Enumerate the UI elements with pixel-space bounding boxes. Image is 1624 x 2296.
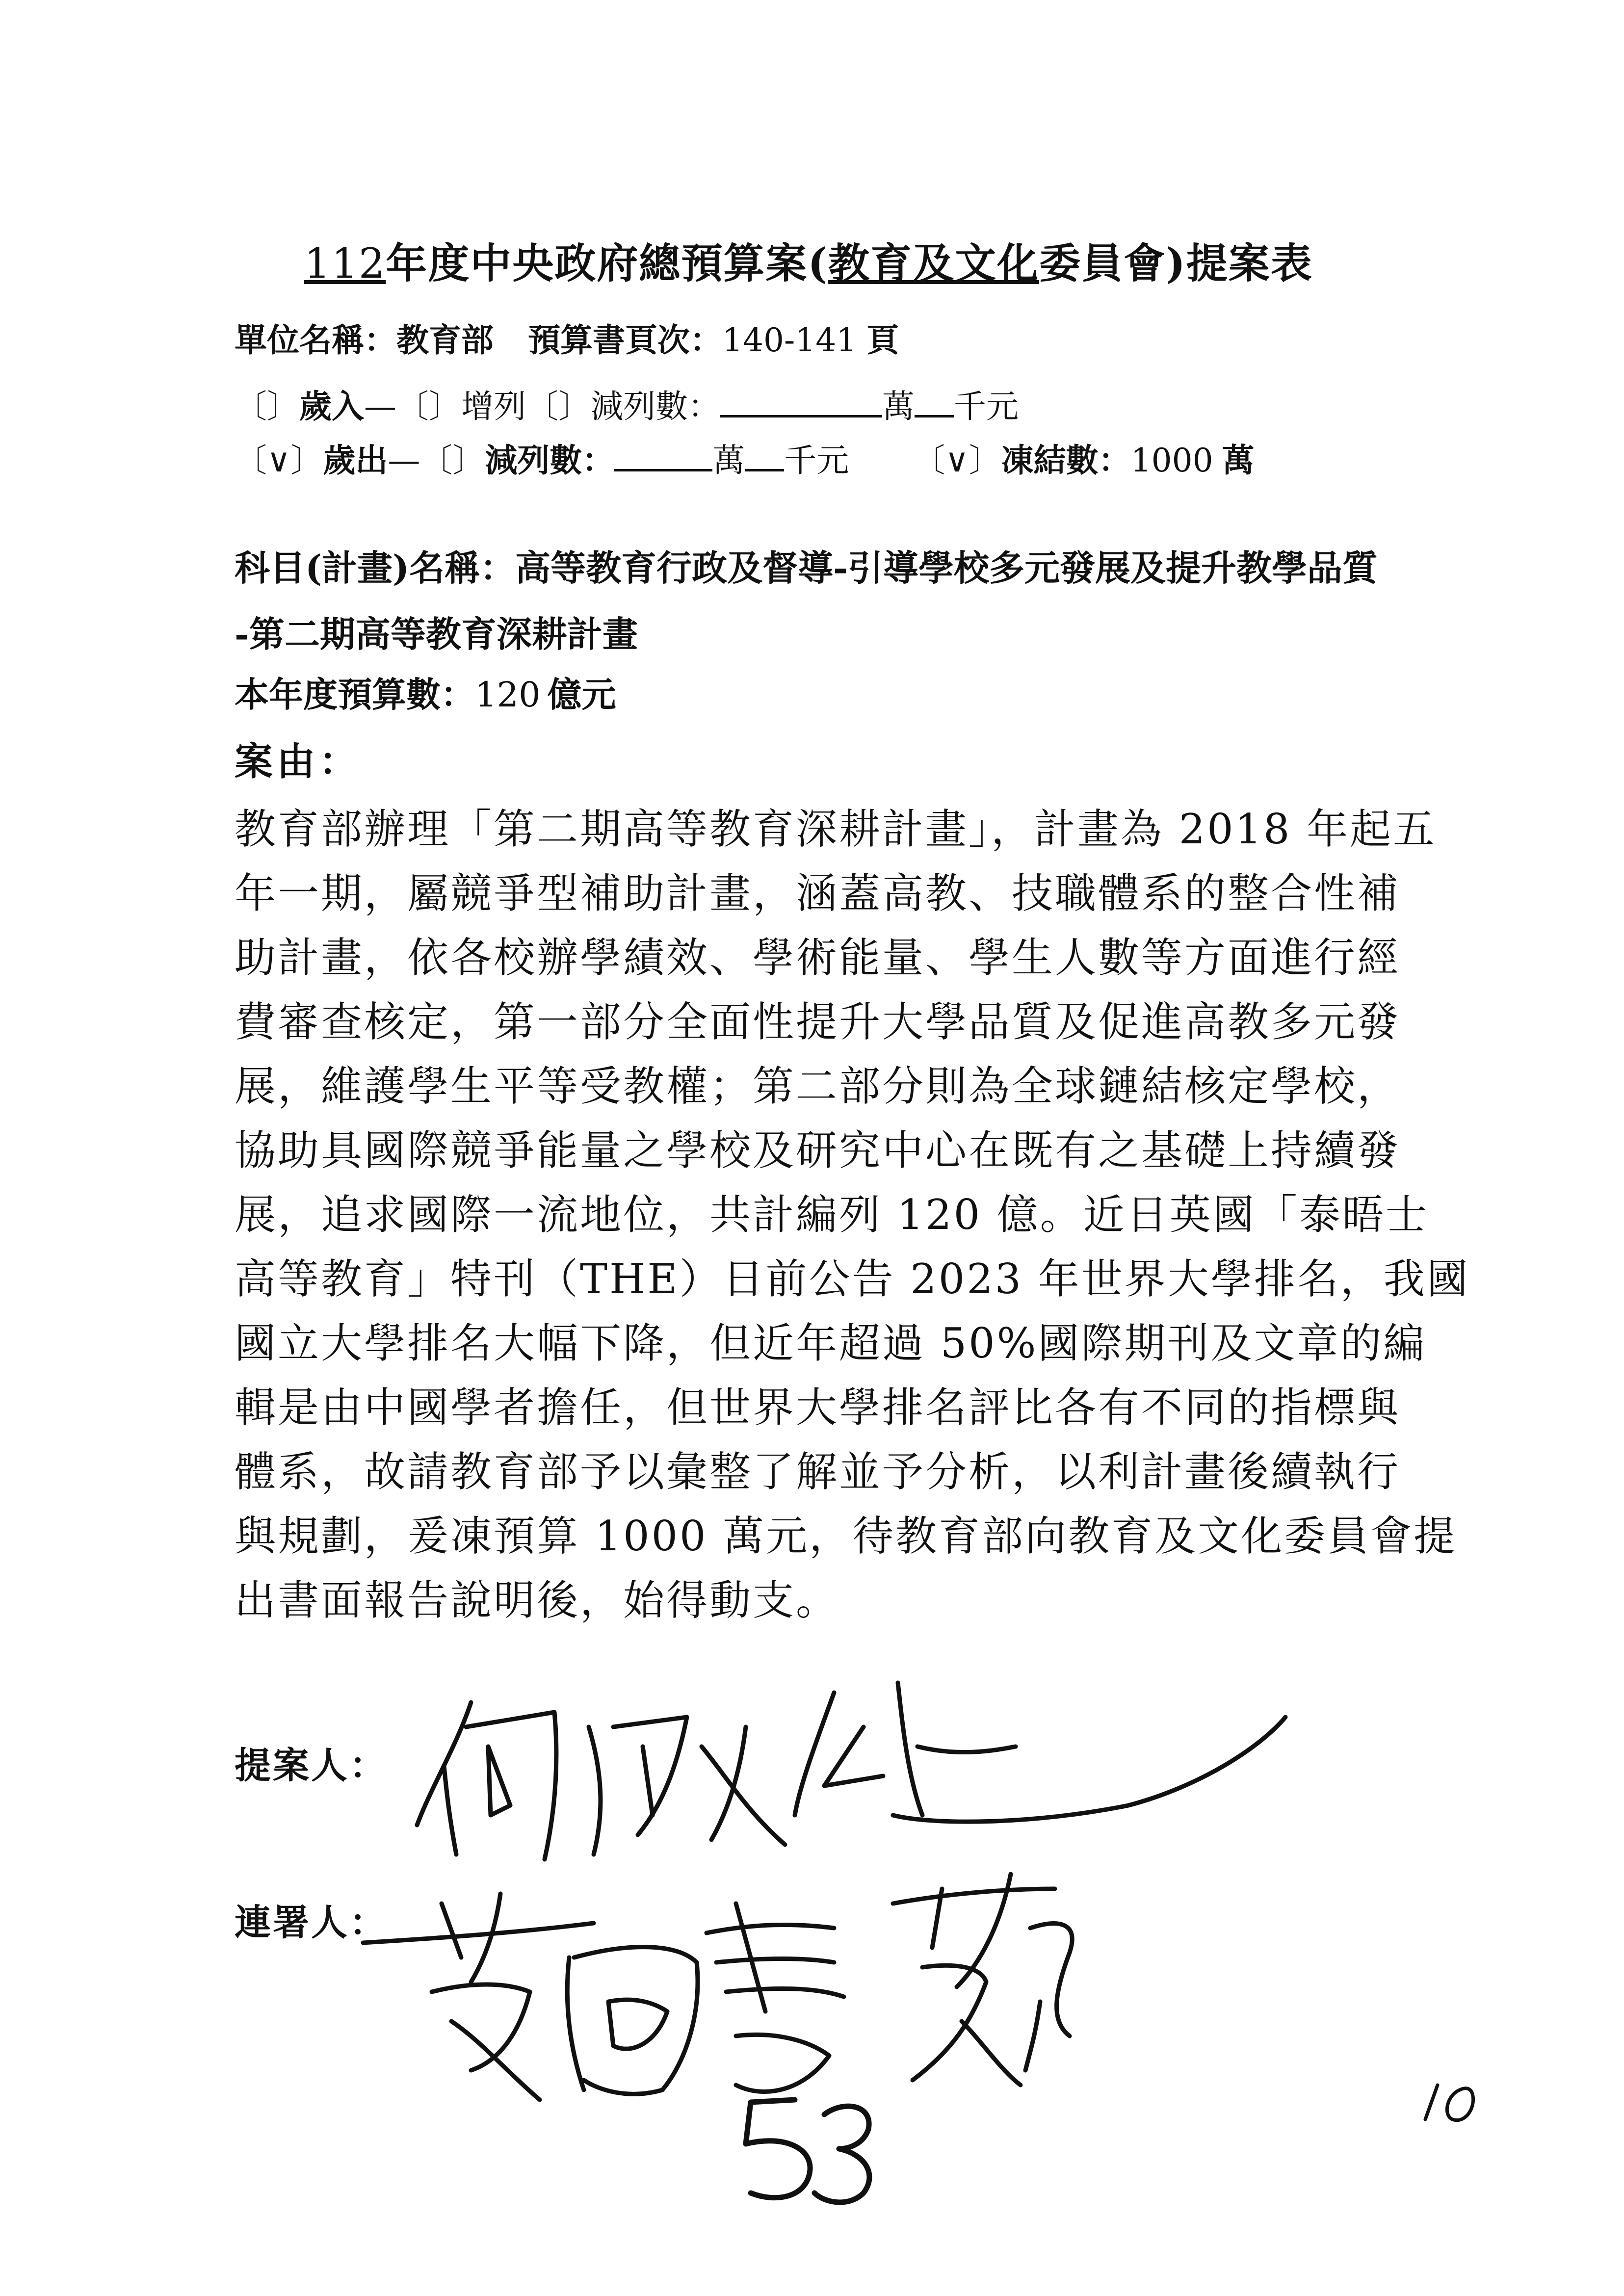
increase-checkbox: 〔〕 <box>396 388 461 425</box>
case-line: 高等教育」特刊（THE）日前公告 2023 年世界大學排名，我國 <box>235 1255 1470 1303</box>
title-year: 112 <box>304 239 386 287</box>
case-line: 協助具國際競爭能量之學校及研究中心在既有之基礎上持續發 <box>235 1126 1401 1174</box>
freeze-label: 凍結數： <box>1001 441 1131 479</box>
subject-line-1: 科目(計畫)名稱：高等教育行政及督導-引導學校多元發展及提升教學品質 <box>235 547 1378 589</box>
case-line: 體系，故請教育部予以彙整了解並予分析，以利計畫後續執行 <box>235 1448 1401 1496</box>
decrease-checkbox: 〔〕 <box>526 388 591 425</box>
case-line: 與規劃，爰凍預算 1000 萬元，待教育部向教育及文化委員會提 <box>235 1512 1457 1560</box>
case-line: 展，維護學生平等受教權；第二部分則為全球鏈結核定學校， <box>235 1062 1401 1110</box>
title-committee: 教育及文化 <box>828 239 1040 287</box>
revenue-checkbox: 〔〕 <box>235 388 299 425</box>
budget-unit: 億元 <box>547 674 616 715</box>
expenditure-label: 歲出 <box>323 441 388 479</box>
exp-decrease-label: 減列數： <box>485 441 615 479</box>
revenue-label: 歲入 <box>299 387 364 425</box>
increase-label: 增列 <box>461 388 526 425</box>
unit-value: 教育部 <box>396 321 494 359</box>
case-line: 展，追求國際一流地位，共計編列 120 億。近日英國「泰晤士 <box>235 1191 1429 1239</box>
subject-line-2: -第二期高等教育深耕計畫 <box>235 613 638 655</box>
cosigner-label: 連署人： <box>235 1902 388 1944</box>
case-label: 案由： <box>235 739 362 784</box>
case-line: 教育部辦理「第二期高等教育深耕計畫」，計畫為 2018 年起五 <box>235 805 1437 853</box>
freeze-checkbox: 〔∨〕 <box>913 442 1001 479</box>
decrease-label: 減列數： <box>591 388 720 425</box>
expenditure-dash: — <box>388 442 420 479</box>
revenue-dash: — <box>364 388 396 425</box>
cosigner-signature <box>363 1874 1072 2100</box>
proposer-signature <box>417 1683 1285 1859</box>
proposer-label: 提案人： <box>235 1745 388 1787</box>
case-line: 出書面報告說明後，始得動支。 <box>235 1576 839 1624</box>
freeze-value: 1000 <box>1130 442 1213 479</box>
exp-wan-unit: 萬 <box>712 442 745 479</box>
page-value: 140-141 <box>722 321 857 359</box>
budget-label: 本年度預算數： <box>235 674 475 715</box>
case-line: 助計畫，依各校辦學績效、學術能量、學生人數等方面進行經 <box>235 934 1401 982</box>
page-suffix: 頁 <box>866 321 899 359</box>
corner-number-handwritten <box>1425 2085 1473 2120</box>
case-line: 費審查核定，第一部分全面性提升大學品質及促進高教多元發 <box>235 998 1401 1046</box>
wan-unit: 萬 <box>882 388 915 425</box>
expenditure-checkbox: 〔∨〕 <box>235 442 323 479</box>
title-end: 委員會)提案表 <box>1039 239 1313 287</box>
title-middle: 年度中央政府總預算案( <box>386 239 829 287</box>
exp-qian-unit: 千元 <box>784 442 849 479</box>
case-line: 年一期，屬競爭型補助計畫，涵蓋高教、技職體系的整合性補 <box>235 869 1401 917</box>
page-number-handwritten <box>746 2100 869 2202</box>
page-label: 預算書頁次： <box>528 321 722 359</box>
budget-value: 120 <box>475 675 541 715</box>
case-line: 國立大學排名大幅下降，但近年超過 50%國際期刊及文章的編 <box>235 1319 1427 1367</box>
unit-label: 單位名稱： <box>235 321 396 359</box>
case-line: 輯是由中國學者擔任，但世界大學排名評比各有不同的指標與 <box>235 1383 1401 1432</box>
qian-unit: 千元 <box>954 388 1019 425</box>
exp-decrease-checkbox: 〔〕 <box>420 442 485 479</box>
freeze-unit: 萬 <box>1222 441 1255 479</box>
